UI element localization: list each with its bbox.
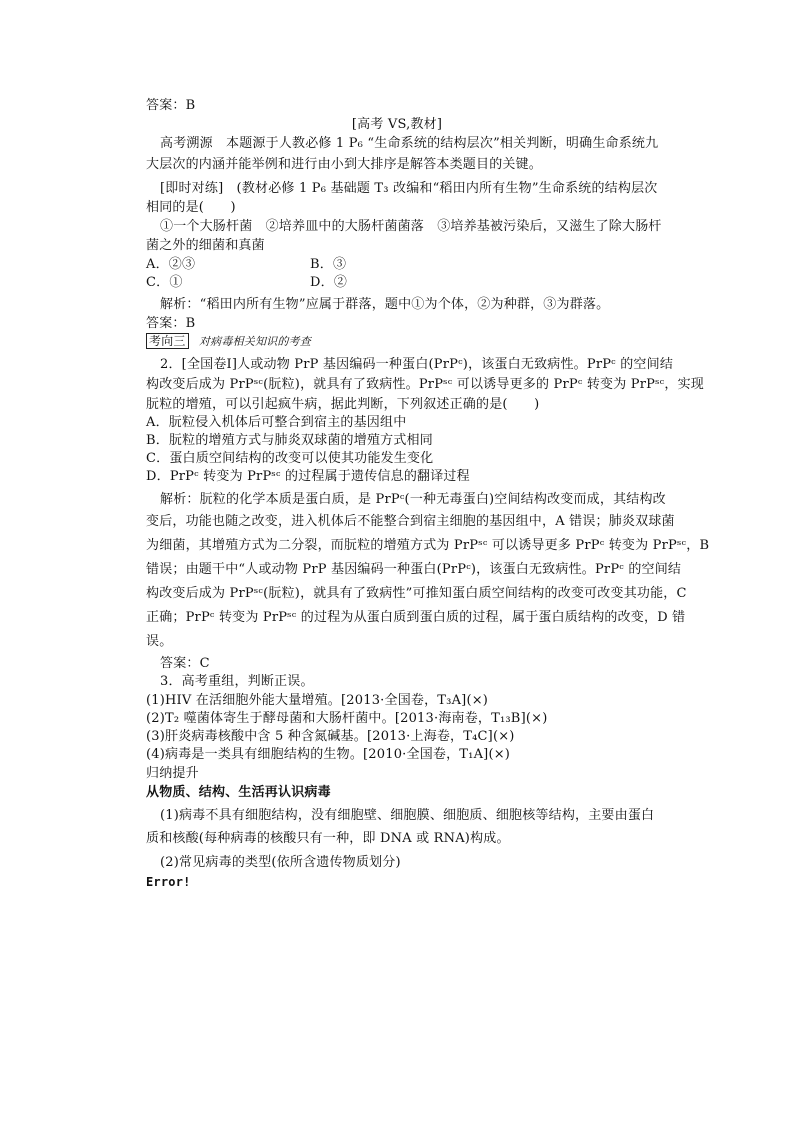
choice-d: D．② [310,275,348,290]
explanation-2-line-3: 为细菌，其增殖方式为二分裂，而朊粒的增殖方式为 PrPˢᶜ 可以诱导更多 PrPᶜ 转变为 PrPˢᶜ，B [146,538,710,553]
choice-a: A．②③ [146,257,196,272]
choice-c: C．① [146,275,183,290]
choice-row-cd [146,274,648,292]
summary-point-2: (2)常见病毒的类型(依所含遗传物质划分) [160,855,401,870]
question-2-line-3: 朊粒的增殖，可以引起疯牛病，据此判断，下列叙述正确的是( ) [146,397,540,412]
question-2-line-2: 构改变后成为 PrPˢᶜ(朊粒)，就具有了致病性。PrPˢᶜ 可以诱导更多的 PrPᶜ 转变为 PrPˢᶜ，实现 [146,377,704,392]
source-paragraph-line-2: 大层次的内涵并能举例和进行由小到大排序是解答本类题目的关键。 [146,157,543,172]
summary-subheading: 从物质、结构、生活再认识病毒 [146,785,331,800]
question-2-line-1: 2．[全国卷Ⅰ]人或动物 PrP 基因编码一种蛋白(PrPᶜ)，该蛋白无致病性。PrPᶜ 的空间结 [160,357,674,372]
section-heading-gaokao-vs-textbook: [高考 VS,教材] [351,117,443,132]
explanation-1: 解析：“稻田内所有生物”应属于群落，题中①为个体，②为种群，③为群落。 [160,297,610,312]
explanation-2-line-5: 构改变后成为 PrPˢᶜ(朊粒)，就具有了致病性”可推知蛋白质空间结构的改变可改变其功能，C [146,586,687,601]
practice-options-line-1: ①一个大肠杆菌 ②培养皿中的大肠杆菌菌落 ③培养基被污染后，又滋生了除大肠杆 [160,219,662,234]
explanation-2-line-4: 错误；由题干中“人或动物 PrP 基因编码一种蛋白(PrPᶜ)，该蛋白无致病性。PrPᶜ 的空间结 [146,562,682,577]
option-b: B．朊粒的增殖方式与肺炎双球菌的增殖方式相同 [146,433,433,448]
topic-badge: 考向三 [146,333,189,349]
option-d: D．PrPᶜ 转变为 PrPˢᶜ 的过程属于遗传信息的翻译过程 [146,469,470,484]
explanation-2-line-1: 解析：朊粒的化学本质是蛋白质，是 PrPᶜ(一种无毒蛋白)空间结构改变而成，其结构改 [160,492,666,507]
option-a: A．朊粒侵入机体后可整合到宿主的基因组中 [146,415,407,430]
topic-three-heading [146,333,311,351]
explanation-2-line-2: 变后，功能也随之改变，进入机体后不能整合到宿主细胞的基因组中，A 错误；肺炎双球菌 [146,514,675,529]
answer-line-1: 答案：B [146,98,196,113]
topic-title: 对病毒相关知识的考查 [198,335,311,348]
judgement-item-2: (2)T₂ 噬菌体寄生于酵母菌和大肠杆菌中。[2013·海南卷，T₁₃B](×) [146,711,548,726]
judgement-item-4: (4)病毒是一类具有细胞结构的生物。[2010·全国卷，T₁A](×) [146,747,511,762]
practice-question-line-2: 相同的是( ) [146,200,236,215]
practice-question-line-1: [即时对练] (教材必修 1 P₆ 基础题 T₃ 改编和“稻田内所有生物”生命系统的结构层次 [160,181,658,196]
explanation-2-line-7: 误。 [146,634,173,649]
answer-line-2: 答案：B [146,316,196,331]
summary-point-1-line-2: 质和核酸(每种病毒的核酸只有一种，即 DNA 或 RNA)构成。 [146,831,510,846]
option-c: C．蛋白质空间结构的改变可以使其功能发生变化 [146,451,434,466]
answer-line-3: 答案：C [160,656,210,671]
judgement-item-3: (3)肝炎病毒核酸中含 5 种含氮碱基。[2013·上海卷，T₄C](×) [146,729,515,744]
summary-heading: 归纳提升 [146,766,199,781]
choice-row-ab [146,256,648,274]
error-placeholder: Error! [146,875,191,889]
judgement-item-1: (1)HIV 在活细胞外能大量增殖。[2013·全国卷，T₃A](×) [146,693,489,708]
explanation-2-line-6: 正确；PrPᶜ 转变为 PrPˢᶜ 的过程为从蛋白质到蛋白质的过程，属于蛋白质结构的改变，D 错 [146,610,686,625]
practice-options-line-2: 菌之外的细菌和真菌 [146,238,265,253]
source-paragraph-line-1: 高考溯源 本题源于人教必修 1 P₆ “生命系统的结构层次”相关判断，明确生命系统九 [160,136,659,151]
choice-b: B．③ [310,257,347,272]
summary-point-1-line-1: (1)病毒不具有细胞结构，没有细胞壁、细胞膜、细胞质、细胞核等结构，主要由蛋白 [160,808,655,823]
question-3-heading: 3．高考重组，判断正误。 [160,674,314,689]
